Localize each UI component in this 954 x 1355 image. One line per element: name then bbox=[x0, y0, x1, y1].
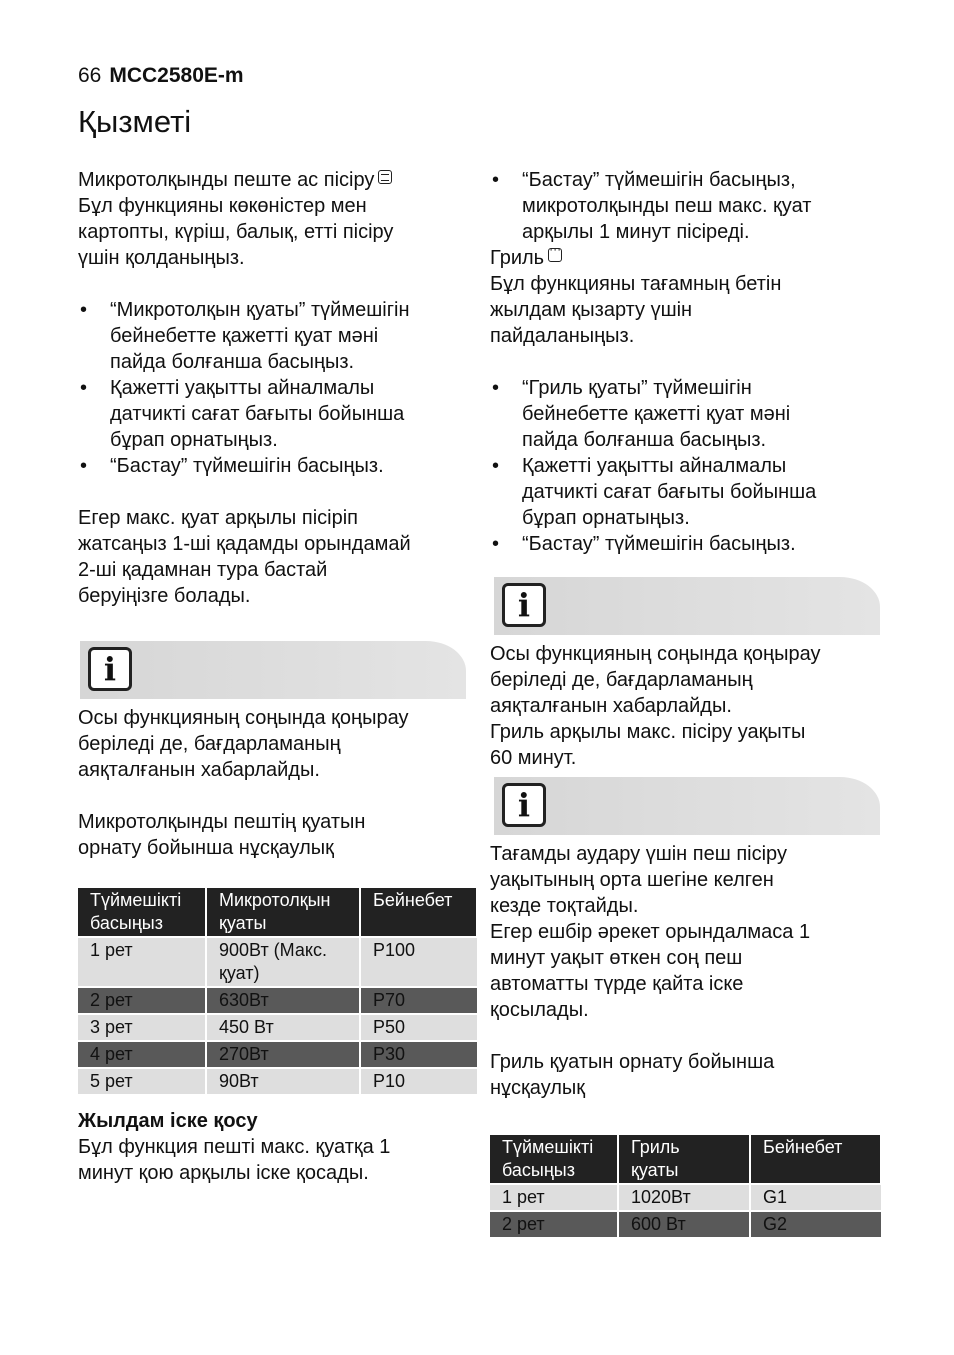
table-cell: 1 рет bbox=[78, 937, 206, 987]
bullet-item: • “Бастау” түймешігін басыңыз, микротолқынды пеш макс. қуат арқылы 1 минут пісіреді. bbox=[490, 167, 880, 245]
table-header-cell: Бейнебет bbox=[360, 888, 477, 937]
info-text-line: кезде тоқтайды. bbox=[490, 895, 639, 917]
intro-line-2: картопты, күріш, балық, етті пісіру bbox=[78, 221, 394, 243]
bullet-item: • “Микротолқын қуаты” түймешігін бейнебетте қажетті қуат мәні пайда болғанша басыңыз. bbox=[78, 297, 468, 375]
table-cell: 5 рет bbox=[78, 1068, 206, 1095]
info-box bbox=[80, 641, 466, 699]
info-icon: i bbox=[502, 783, 546, 827]
table-intro-line: Микротолқынды пештің қуатын bbox=[78, 811, 366, 833]
info-icon: i bbox=[502, 583, 546, 627]
table-row bbox=[78, 1068, 477, 1095]
table-row bbox=[78, 1041, 477, 1068]
right-column bbox=[490, 167, 880, 1101]
intro-line-3: үшін қолданыңыз. bbox=[78, 247, 245, 269]
table-header-cell: Түймешікті басыңыз bbox=[490, 1135, 618, 1184]
table-cell: 90Вт bbox=[206, 1068, 360, 1095]
table-cell: G2 bbox=[750, 1211, 881, 1238]
table-row bbox=[490, 1211, 881, 1238]
info-text-line: аяқталғанын хабарлайды. bbox=[78, 759, 320, 781]
table-cell: 1 рет bbox=[490, 1184, 618, 1211]
table-cell: 600 Вт bbox=[618, 1211, 750, 1238]
quick-start-section bbox=[78, 1108, 468, 1186]
info-text-line: Егер ешбір әрекет орындалмаса 1 bbox=[490, 921, 811, 943]
table-cell: P10 bbox=[360, 1068, 477, 1095]
intro-line-1: Бұл функцияны көкөністер мен bbox=[78, 195, 367, 217]
grill-label: Гриль··· bbox=[490, 245, 880, 271]
page-number: 66 bbox=[78, 64, 102, 87]
para2-line: 2-ші қадамнан тура бастай bbox=[78, 559, 328, 581]
table-header-cell: Түймешікті басыңыз bbox=[78, 888, 206, 937]
table-header-cell: Бейнебет bbox=[750, 1135, 881, 1184]
page-header bbox=[78, 64, 244, 88]
table-cell: 630Вт bbox=[206, 987, 360, 1014]
grill-text-line: пайдаланыңыз. bbox=[490, 325, 635, 347]
bullet-item: • “Гриль қуаты” түймешігін бейнебетте қажетті қуат мәні пайда болғанша басыңыз. bbox=[490, 375, 880, 453]
microwave-mode-icon bbox=[378, 170, 392, 184]
table-intro-line: нұсқаулық bbox=[490, 1077, 586, 1099]
grill-text-line: жылдам қызарту үшін bbox=[490, 299, 693, 321]
info-text-line: аяқталғанын хабарлайды. bbox=[490, 695, 732, 717]
table-cell: 450 Вт bbox=[206, 1014, 360, 1041]
info-text-line: 60 минут. bbox=[490, 747, 577, 769]
table-header-row bbox=[78, 888, 477, 937]
table-cell: P70 bbox=[360, 987, 477, 1014]
table-cell: P30 bbox=[360, 1041, 477, 1068]
table-header-cell: Микротолқын қуаты bbox=[206, 888, 360, 937]
grill-text-line: Бұл функцияны тағамның бетін bbox=[490, 273, 782, 295]
info-icon: i bbox=[88, 647, 132, 691]
table-intro-line: орнату бойынша нұсқаулық bbox=[78, 837, 334, 859]
info-text-line: беріледі де, бағдарламаның bbox=[490, 669, 753, 691]
bullet-item: • Қажетті уақытты айналмалы датчикті сағат бағыты бойынша бұрап орнатыңыз. bbox=[490, 453, 880, 531]
right-bullets-2 bbox=[490, 375, 880, 557]
bullet-item: • Қажетті уақытты айналмалы датчикті сағат бағыты бойынша бұрап орнатыңыз. bbox=[78, 375, 468, 453]
info-text-line: беріледі де, бағдарламаның bbox=[78, 733, 341, 755]
table-cell: P100 bbox=[360, 937, 477, 987]
right-bullets-1 bbox=[490, 167, 880, 245]
table-cell: 3 рет bbox=[78, 1014, 206, 1041]
quick-start-title: Жылдам іске қосу bbox=[78, 1110, 258, 1132]
info-text-line: уақытының орта шегіне келген bbox=[490, 869, 774, 891]
bullet-item: • “Бастау” түймешігін басыңыз. bbox=[78, 453, 468, 479]
grill-power-table bbox=[490, 1135, 882, 1239]
table-row bbox=[490, 1184, 881, 1211]
table-cell: 4 рет bbox=[78, 1041, 206, 1068]
left-column bbox=[78, 167, 468, 861]
para2-line: Егер макс. қуат арқылы пісіріп bbox=[78, 507, 358, 529]
info-text-line: Осы функцияның соңында қоңырау bbox=[490, 643, 821, 665]
info-box bbox=[494, 777, 880, 835]
grill-mode-icon bbox=[548, 248, 562, 262]
info-box bbox=[494, 577, 880, 635]
page-title: Қызметі bbox=[78, 104, 192, 139]
quick-start-line: минут қою арқылы іске қосады. bbox=[78, 1162, 369, 1184]
info-text-line: автоматты түрде қайта іске bbox=[490, 973, 744, 995]
table-row bbox=[78, 937, 477, 987]
para2-line: жатсаңыз 1-ші қадамды орындамай bbox=[78, 533, 411, 555]
table-cell: 900Вт (Макс. қуат) bbox=[206, 937, 360, 987]
table-row bbox=[78, 987, 477, 1014]
table-header-row bbox=[490, 1135, 881, 1184]
quick-start-line: Бұл функция пешті макс. қуатқа 1 bbox=[78, 1136, 391, 1158]
info-text-line: Осы функцияның соңында қоңырау bbox=[78, 707, 409, 729]
microwave-power-table bbox=[78, 888, 478, 1096]
table-cell: P50 bbox=[360, 1014, 477, 1041]
table-cell: 1020Вт bbox=[618, 1184, 750, 1211]
table-intro-line: Гриль қуатын орнату бойынша bbox=[490, 1051, 775, 1073]
table-row bbox=[78, 1014, 477, 1041]
table-cell: 2 рет bbox=[78, 987, 206, 1014]
left-bullets bbox=[78, 297, 468, 479]
info-text-line: қосылады. bbox=[490, 999, 589, 1021]
info-text-line: минут уақыт өткен соң пеш bbox=[490, 947, 743, 969]
table-cell: 2 рет bbox=[490, 1211, 618, 1238]
table-cell: 270Вт bbox=[206, 1041, 360, 1068]
info-text-line: Гриль арқылы макс. пісіру уақыты bbox=[490, 721, 806, 743]
info-text-line: Тағамды аудару үшін пеш пісіру bbox=[490, 843, 787, 865]
table-header-cell: Гриль қуаты bbox=[618, 1135, 750, 1184]
bullet-item: • “Бастау” түймешігін басыңыз. bbox=[490, 531, 880, 557]
model-name: MCC2580E-m bbox=[109, 64, 244, 87]
para2-line: беруіңізге болады. bbox=[78, 585, 251, 607]
intro-line-0: Микротолқынды пеште ас пісіру bbox=[78, 167, 468, 193]
table-cell: G1 bbox=[750, 1184, 881, 1211]
